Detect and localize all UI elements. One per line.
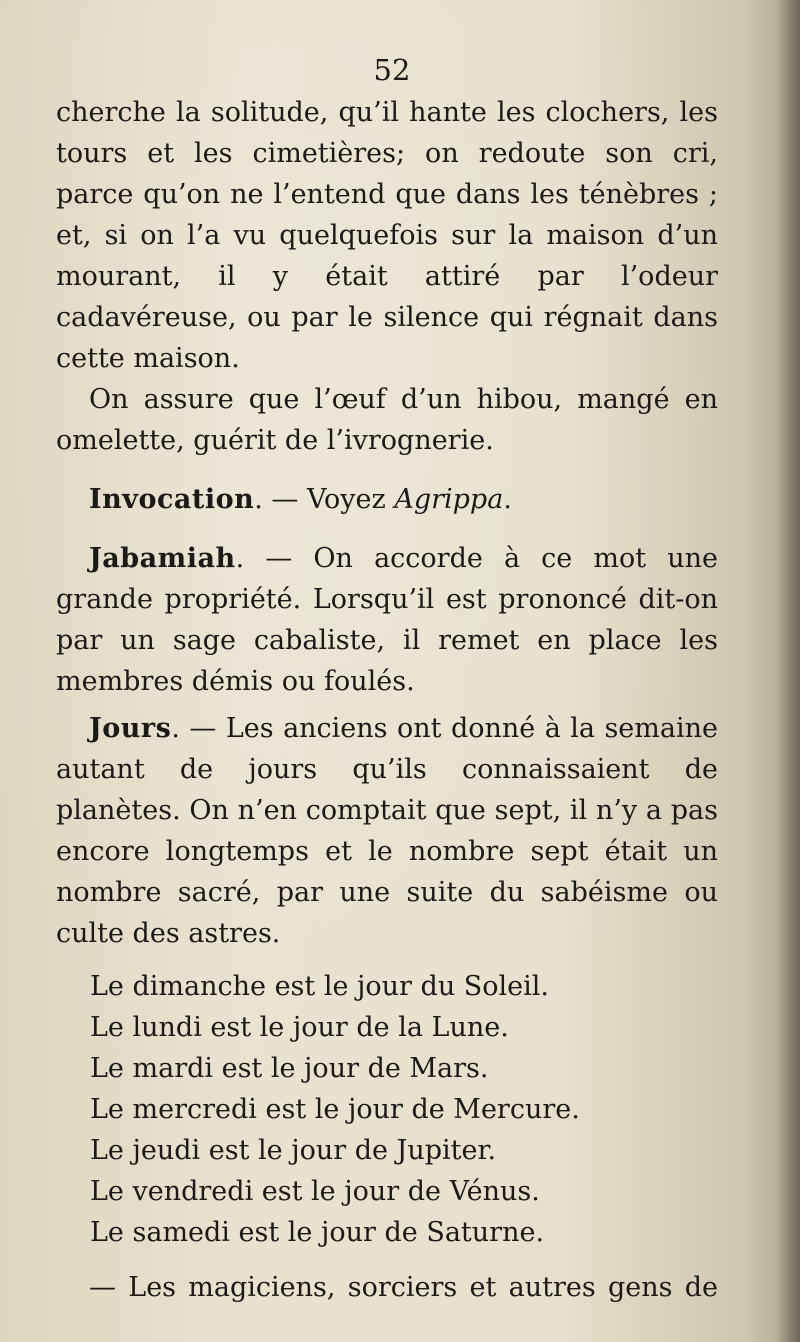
paragraph-hibou-1: cherche la solitude, qu’il hante les clochers, les tours et les cimetières; on redoute son cri, parce qu’on ne l’entend que dans les ténèbres ; et, si on l’a vu quelquefois sur la maison d’un mourant, il y était attiré par l’odeur cadavéreuse, ou par le silence qui régnait dans cette maison.	[56, 97, 718, 374]
final-line: — Les magiciens, sorciers et autres gens de	[89, 1272, 718, 1303]
entry-invocation	[56, 479, 718, 520]
days-list	[56, 966, 718, 1253]
entry-jours-head: Jours	[89, 713, 172, 744]
entry-invocation-sep: . — Voyez	[254, 484, 395, 515]
day-line: Le mardi est le jour de Mars.	[90, 1053, 489, 1084]
page-number: 52	[373, 53, 411, 87]
day-line: Le lundi est le jour de la Lune.	[90, 1012, 509, 1043]
day-line: Le vendredi est le jour de Vénus.	[90, 1176, 540, 1207]
entry-jabamiah	[56, 538, 718, 702]
entry-jabamiah-head: Jabamiah	[89, 543, 236, 574]
entry-invocation-ref: Agrippa	[394, 484, 504, 515]
paragraph-hibou-2: On assure que l’œuf d’un hibou, mangé en omelette, guérit de l’ivrognerie.	[56, 384, 718, 456]
entry-jabamiah-body: . — On accorde à ce mot une grande propriété. Lorsqu’il est prononcé dit-on par un sage cabaliste, il remet en place les membres démis ou foulés.	[56, 543, 718, 697]
day-line: Le mercredi est le jour de Mercure.	[90, 1094, 580, 1125]
entry-jours-body: . — Les anciens ont donné à la semaine autant de jours qu’ils connaissaient de planètes. On n’en comptait que sept, il n’y a pas encore longtemps et le nombre sept était un nombre sacré, par une suite du sabéisme ou culte des astres.	[56, 713, 718, 949]
entry-invocation-head: Invocation	[89, 484, 255, 515]
day-line: Le dimanche est le jour du Soleil.	[90, 971, 550, 1002]
text-block	[56, 48, 718, 1308]
entry-jours	[56, 708, 718, 954]
page-edge-shadow	[778, 0, 800, 1342]
entry-invocation-end: .	[503, 484, 512, 515]
day-line: Le samedi est le jour de Saturne.	[90, 1217, 545, 1248]
day-line: Le jeudi est le jour de Jupiter.	[90, 1135, 497, 1166]
